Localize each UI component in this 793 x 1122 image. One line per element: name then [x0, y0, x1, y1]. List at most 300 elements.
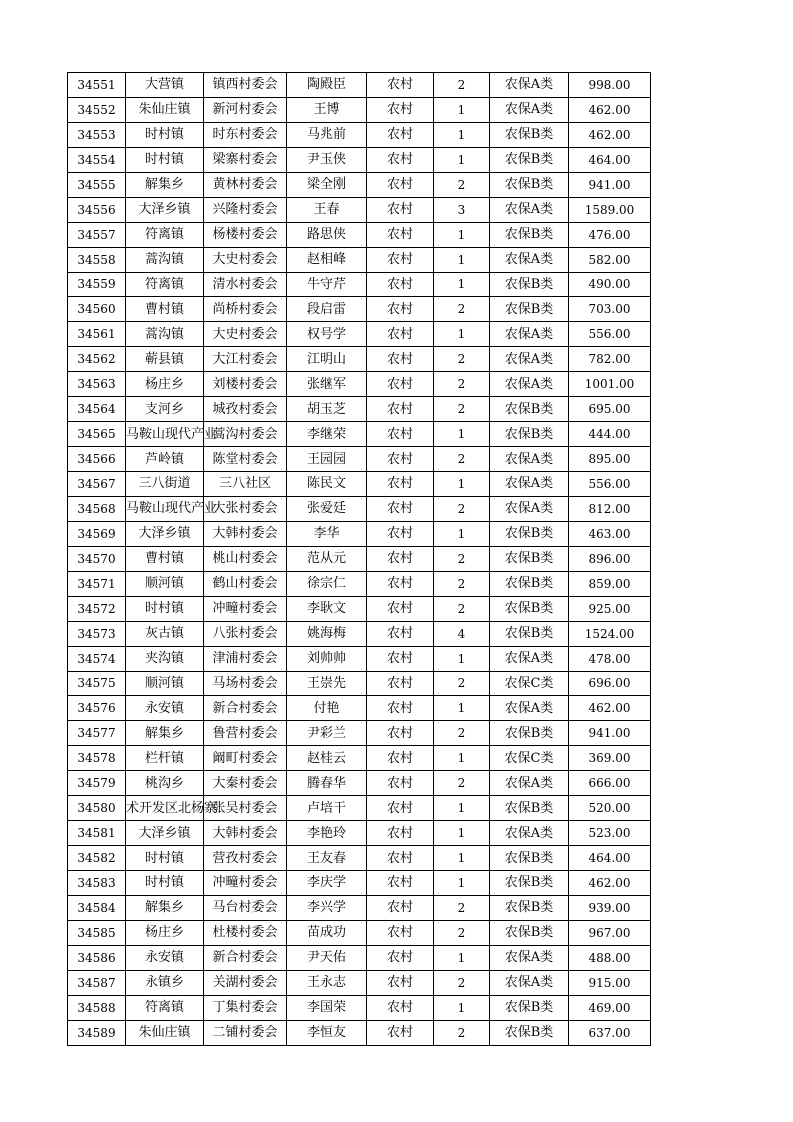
- table-row: [68, 721, 651, 746]
- person-count-cell: 2: [434, 73, 490, 98]
- person-count-cell: 1: [434, 122, 490, 147]
- town-cell: 永镇乡: [126, 970, 204, 995]
- person-count-cell: 1: [434, 871, 490, 896]
- person-count-cell: 2: [434, 297, 490, 322]
- person-count-cell: 1: [434, 796, 490, 821]
- insurance-category-cell: 农保B类: [490, 895, 569, 920]
- insurance-category-cell: 农保A类: [490, 771, 569, 796]
- person-count-cell: 1: [434, 97, 490, 122]
- table-row: [68, 771, 651, 796]
- table-row: [68, 920, 651, 945]
- village-cell: 马场村委会: [204, 671, 287, 696]
- amount-cell: 462.00: [569, 122, 651, 147]
- town-cell: 灰古镇: [126, 621, 204, 646]
- name-cell: 徐宗仁: [287, 571, 367, 596]
- household-type-cell: 农村: [367, 97, 434, 122]
- record-id-cell: 34572: [68, 596, 126, 621]
- record-id-cell: 34557: [68, 222, 126, 247]
- village-cell: 八张村委会: [204, 621, 287, 646]
- record-id-cell: 34565: [68, 422, 126, 447]
- table-row: [68, 671, 651, 696]
- town-cell: 支河乡: [126, 397, 204, 422]
- amount-cell: 1001.00: [569, 372, 651, 397]
- table-row: [68, 147, 651, 172]
- name-cell: 王园园: [287, 447, 367, 472]
- name-cell: 李庆学: [287, 871, 367, 896]
- person-count-cell: 1: [434, 846, 490, 871]
- household-type-cell: 农村: [367, 721, 434, 746]
- insurance-category-cell: 农保B类: [490, 596, 569, 621]
- name-cell: 陶殿臣: [287, 73, 367, 98]
- town-cell: 蒿沟镇: [126, 247, 204, 272]
- town-cell: 蒿沟镇: [126, 322, 204, 347]
- table-row: [68, 122, 651, 147]
- table-row: [68, 297, 651, 322]
- record-id-cell: 34563: [68, 372, 126, 397]
- person-count-cell: 1: [434, 821, 490, 846]
- name-cell: 王博: [287, 97, 367, 122]
- name-cell: 尹彩兰: [287, 721, 367, 746]
- name-cell: 李耿文: [287, 596, 367, 621]
- village-cell: 大史村委会: [204, 322, 287, 347]
- insurance-category-cell: 农保A类: [490, 821, 569, 846]
- person-count-cell: 1: [434, 322, 490, 347]
- amount-cell: 488.00: [569, 945, 651, 970]
- amount-cell: 464.00: [569, 147, 651, 172]
- person-count-cell: 2: [434, 496, 490, 521]
- amount-cell: 896.00: [569, 546, 651, 571]
- amount-cell: 490.00: [569, 272, 651, 297]
- household-type-cell: 农村: [367, 796, 434, 821]
- amount-cell: 695.00: [569, 397, 651, 422]
- household-type-cell: 农村: [367, 846, 434, 871]
- town-cell: 马鞍山现代产业: [126, 422, 204, 447]
- insurance-category-cell: 农保A类: [490, 372, 569, 397]
- household-type-cell: 农村: [367, 596, 434, 621]
- amount-cell: 895.00: [569, 447, 651, 472]
- table-row: [68, 871, 651, 896]
- amount-cell: 476.00: [569, 222, 651, 247]
- name-cell: 王春: [287, 197, 367, 222]
- village-cell: 蒿沟村委会: [204, 422, 287, 447]
- insurance-category-cell: 农保A类: [490, 447, 569, 472]
- record-id-cell: 34564: [68, 397, 126, 422]
- insurance-category-cell: 农保B类: [490, 995, 569, 1020]
- insurance-category-cell: 农保A类: [490, 73, 569, 98]
- table-row: [68, 172, 651, 197]
- household-type-cell: 农村: [367, 122, 434, 147]
- table-body: [68, 73, 651, 1046]
- name-cell: 马兆前: [287, 122, 367, 147]
- town-cell: 术开发区北杨寨: [126, 796, 204, 821]
- village-cell: 大韩村委会: [204, 521, 287, 546]
- table-row: [68, 746, 651, 771]
- person-count-cell: 1: [434, 521, 490, 546]
- town-cell: 大泽乡镇: [126, 197, 204, 222]
- name-cell: 路思侠: [287, 222, 367, 247]
- insurance-category-cell: 农保B类: [490, 147, 569, 172]
- record-id-cell: 34571: [68, 571, 126, 596]
- name-cell: 李继荣: [287, 422, 367, 447]
- village-cell: 新合村委会: [204, 945, 287, 970]
- amount-cell: 556.00: [569, 322, 651, 347]
- household-type-cell: 农村: [367, 147, 434, 172]
- person-count-cell: 2: [434, 172, 490, 197]
- town-cell: 芦岭镇: [126, 447, 204, 472]
- name-cell: 张继军: [287, 372, 367, 397]
- amount-cell: 478.00: [569, 646, 651, 671]
- household-type-cell: 农村: [367, 422, 434, 447]
- town-cell: 时村镇: [126, 871, 204, 896]
- village-cell: 大江村委会: [204, 347, 287, 372]
- town-cell: 时村镇: [126, 846, 204, 871]
- insurance-category-cell: 农保B类: [490, 571, 569, 596]
- table-row: [68, 895, 651, 920]
- household-type-cell: 农村: [367, 895, 434, 920]
- village-cell: 二铺村委会: [204, 1020, 287, 1045]
- beneficiary-table: [67, 72, 651, 1046]
- amount-cell: 941.00: [569, 721, 651, 746]
- person-count-cell: 2: [434, 571, 490, 596]
- amount-cell: 782.00: [569, 347, 651, 372]
- town-cell: 三八街道: [126, 472, 204, 497]
- village-cell: 杜楼村委会: [204, 920, 287, 945]
- amount-cell: 998.00: [569, 73, 651, 98]
- amount-cell: 637.00: [569, 1020, 651, 1045]
- village-cell: 关湖村委会: [204, 970, 287, 995]
- household-type-cell: 农村: [367, 546, 434, 571]
- town-cell: 符离镇: [126, 995, 204, 1020]
- village-cell: 新河村委会: [204, 97, 287, 122]
- person-count-cell: 2: [434, 771, 490, 796]
- record-id-cell: 34587: [68, 970, 126, 995]
- village-cell: 马台村委会: [204, 895, 287, 920]
- amount-cell: 469.00: [569, 995, 651, 1020]
- table-row: [68, 696, 651, 721]
- name-cell: 王永志: [287, 970, 367, 995]
- insurance-category-cell: 农保B类: [490, 122, 569, 147]
- village-cell: 三八社区: [204, 472, 287, 497]
- village-cell: 陈堂村委会: [204, 447, 287, 472]
- household-type-cell: 农村: [367, 521, 434, 546]
- insurance-category-cell: 农保B类: [490, 546, 569, 571]
- amount-cell: 462.00: [569, 696, 651, 721]
- name-cell: 李艳玲: [287, 821, 367, 846]
- village-cell: 冲疃村委会: [204, 596, 287, 621]
- name-cell: 卢培干: [287, 796, 367, 821]
- village-cell: 刘楼村委会: [204, 372, 287, 397]
- person-count-cell: 1: [434, 995, 490, 1020]
- town-cell: 永安镇: [126, 696, 204, 721]
- table-row: [68, 970, 651, 995]
- village-cell: 时东村委会: [204, 122, 287, 147]
- name-cell: 陈民文: [287, 472, 367, 497]
- village-cell: 杨楼村委会: [204, 222, 287, 247]
- person-count-cell: 4: [434, 621, 490, 646]
- town-cell: 时村镇: [126, 147, 204, 172]
- insurance-category-cell: 农保A类: [490, 646, 569, 671]
- name-cell: 梁全刚: [287, 172, 367, 197]
- town-cell: 顺河镇: [126, 671, 204, 696]
- table-row: [68, 272, 651, 297]
- household-type-cell: 农村: [367, 322, 434, 347]
- name-cell: 刘帅帅: [287, 646, 367, 671]
- insurance-category-cell: 农保B类: [490, 172, 569, 197]
- table-row: [68, 322, 651, 347]
- household-type-cell: 农村: [367, 247, 434, 272]
- village-cell: 梁寨村委会: [204, 147, 287, 172]
- town-cell: 杨庄乡: [126, 372, 204, 397]
- name-cell: 赵相峰: [287, 247, 367, 272]
- record-id-cell: 34570: [68, 546, 126, 571]
- household-type-cell: 农村: [367, 571, 434, 596]
- table-row: [68, 821, 651, 846]
- village-cell: 津浦村委会: [204, 646, 287, 671]
- village-cell: 黄林村委会: [204, 172, 287, 197]
- record-id-cell: 34558: [68, 247, 126, 272]
- person-count-cell: 2: [434, 895, 490, 920]
- amount-cell: 556.00: [569, 472, 651, 497]
- record-id-cell: 34582: [68, 846, 126, 871]
- person-count-cell: 2: [434, 372, 490, 397]
- household-type-cell: 农村: [367, 73, 434, 98]
- table-row: [68, 796, 651, 821]
- record-id-cell: 34584: [68, 895, 126, 920]
- insurance-category-cell: 农保B类: [490, 920, 569, 945]
- name-cell: 赵桂云: [287, 746, 367, 771]
- household-type-cell: 农村: [367, 995, 434, 1020]
- town-cell: 符离镇: [126, 272, 204, 297]
- table-row: [68, 397, 651, 422]
- table-row: [68, 995, 651, 1020]
- insurance-category-cell: 农保B类: [490, 846, 569, 871]
- household-type-cell: 农村: [367, 671, 434, 696]
- village-cell: 冲疃村委会: [204, 871, 287, 896]
- person-count-cell: 2: [434, 447, 490, 472]
- record-id-cell: 34556: [68, 197, 126, 222]
- household-type-cell: 农村: [367, 472, 434, 497]
- name-cell: 腾春华: [287, 771, 367, 796]
- person-count-cell: 1: [434, 422, 490, 447]
- name-cell: 苗成功: [287, 920, 367, 945]
- person-count-cell: 1: [434, 472, 490, 497]
- table-row: [68, 596, 651, 621]
- table-row: [68, 372, 651, 397]
- insurance-category-cell: 农保A类: [490, 945, 569, 970]
- household-type-cell: 农村: [367, 372, 434, 397]
- record-id-cell: 34589: [68, 1020, 126, 1045]
- town-cell: 时村镇: [126, 596, 204, 621]
- household-type-cell: 农村: [367, 272, 434, 297]
- person-count-cell: 1: [434, 272, 490, 297]
- town-cell: 朱仙庄镇: [126, 1020, 204, 1045]
- record-id-cell: 34574: [68, 646, 126, 671]
- village-cell: 大史村委会: [204, 247, 287, 272]
- household-type-cell: 农村: [367, 496, 434, 521]
- household-type-cell: 农村: [367, 871, 434, 896]
- person-count-cell: 2: [434, 347, 490, 372]
- town-cell: 桃沟乡: [126, 771, 204, 796]
- table-row: [68, 646, 651, 671]
- amount-cell: 925.00: [569, 596, 651, 621]
- record-id-cell: 34559: [68, 272, 126, 297]
- name-cell: 李国荣: [287, 995, 367, 1020]
- record-id-cell: 34577: [68, 721, 126, 746]
- town-cell: 大泽乡镇: [126, 521, 204, 546]
- person-count-cell: 1: [434, 696, 490, 721]
- amount-cell: 1589.00: [569, 197, 651, 222]
- table-row: [68, 347, 651, 372]
- town-cell: 马鞍山现代产业: [126, 496, 204, 521]
- insurance-category-cell: 农保B类: [490, 796, 569, 821]
- person-count-cell: 1: [434, 222, 490, 247]
- amount-cell: 703.00: [569, 297, 651, 322]
- household-type-cell: 农村: [367, 447, 434, 472]
- name-cell: 段启雷: [287, 297, 367, 322]
- name-cell: 李恒友: [287, 1020, 367, 1045]
- name-cell: 付艳: [287, 696, 367, 721]
- household-type-cell: 农村: [367, 746, 434, 771]
- record-id-cell: 34552: [68, 97, 126, 122]
- name-cell: 尹玉侠: [287, 147, 367, 172]
- insurance-category-cell: 农保B类: [490, 297, 569, 322]
- table-row: [68, 97, 651, 122]
- town-cell: 曹村镇: [126, 546, 204, 571]
- record-id-cell: 34573: [68, 621, 126, 646]
- table-row: [68, 846, 651, 871]
- record-id-cell: 34576: [68, 696, 126, 721]
- amount-cell: 462.00: [569, 97, 651, 122]
- insurance-category-cell: 农保B类: [490, 272, 569, 297]
- amount-cell: 1524.00: [569, 621, 651, 646]
- amount-cell: 582.00: [569, 247, 651, 272]
- village-cell: 鹤山村委会: [204, 571, 287, 596]
- table-row: [68, 447, 651, 472]
- insurance-category-cell: 农保A类: [490, 472, 569, 497]
- record-id-cell: 34585: [68, 920, 126, 945]
- amount-cell: 939.00: [569, 895, 651, 920]
- person-count-cell: 2: [434, 671, 490, 696]
- table-row: [68, 621, 651, 646]
- village-cell: 清水村委会: [204, 272, 287, 297]
- amount-cell: 369.00: [569, 746, 651, 771]
- amount-cell: 666.00: [569, 771, 651, 796]
- household-type-cell: 农村: [367, 172, 434, 197]
- village-cell: 张吴村委会: [204, 796, 287, 821]
- table-row: [68, 222, 651, 247]
- person-count-cell: 2: [434, 721, 490, 746]
- village-cell: 大秦村委会: [204, 771, 287, 796]
- insurance-category-cell: 农保A类: [490, 970, 569, 995]
- insurance-category-cell: 农保C类: [490, 746, 569, 771]
- table-row: [68, 496, 651, 521]
- record-id-cell: 34560: [68, 297, 126, 322]
- household-type-cell: 农村: [367, 197, 434, 222]
- town-cell: 顺河镇: [126, 571, 204, 596]
- insurance-category-cell: 农保B类: [490, 422, 569, 447]
- town-cell: 夹沟镇: [126, 646, 204, 671]
- household-type-cell: 农村: [367, 945, 434, 970]
- person-count-cell: 2: [434, 970, 490, 995]
- town-cell: 时村镇: [126, 122, 204, 147]
- amount-cell: 967.00: [569, 920, 651, 945]
- name-cell: 尹天佑: [287, 945, 367, 970]
- insurance-category-cell: 农保A类: [490, 247, 569, 272]
- record-id-cell: 34581: [68, 821, 126, 846]
- household-type-cell: 农村: [367, 621, 434, 646]
- table-row: [68, 197, 651, 222]
- name-cell: 牛守芹: [287, 272, 367, 297]
- town-cell: 杨庄乡: [126, 920, 204, 945]
- person-count-cell: 1: [434, 247, 490, 272]
- village-cell: 鲁营村委会: [204, 721, 287, 746]
- amount-cell: 464.00: [569, 846, 651, 871]
- table-row: [68, 73, 651, 98]
- amount-cell: 462.00: [569, 871, 651, 896]
- person-count-cell: 2: [434, 546, 490, 571]
- household-type-cell: 农村: [367, 646, 434, 671]
- person-count-cell: 1: [434, 646, 490, 671]
- record-id-cell: 34562: [68, 347, 126, 372]
- name-cell: 王崇先: [287, 671, 367, 696]
- name-cell: 王友春: [287, 846, 367, 871]
- insurance-category-cell: 农保B类: [490, 397, 569, 422]
- village-cell: 阚町村委会: [204, 746, 287, 771]
- household-type-cell: 农村: [367, 397, 434, 422]
- household-type-cell: 农村: [367, 920, 434, 945]
- person-count-cell: 2: [434, 596, 490, 621]
- village-cell: 大韩村委会: [204, 821, 287, 846]
- table-row: [68, 945, 651, 970]
- insurance-category-cell: 农保B类: [490, 1020, 569, 1045]
- name-cell: 范从元: [287, 546, 367, 571]
- insurance-category-cell: 农保B类: [490, 521, 569, 546]
- record-id-cell: 34580: [68, 796, 126, 821]
- record-id-cell: 34567: [68, 472, 126, 497]
- household-type-cell: 农村: [367, 696, 434, 721]
- insurance-category-cell: 农保C类: [490, 671, 569, 696]
- record-id-cell: 34583: [68, 871, 126, 896]
- household-type-cell: 农村: [367, 222, 434, 247]
- amount-cell: 859.00: [569, 571, 651, 596]
- name-cell: 姚海梅: [287, 621, 367, 646]
- amount-cell: 915.00: [569, 970, 651, 995]
- village-cell: 桃山村委会: [204, 546, 287, 571]
- table-row: [68, 521, 651, 546]
- table-row: [68, 1020, 651, 1045]
- name-cell: 张爱廷: [287, 496, 367, 521]
- name-cell: 胡玉芝: [287, 397, 367, 422]
- insurance-category-cell: 农保A类: [490, 322, 569, 347]
- name-cell: 江明山: [287, 347, 367, 372]
- record-id-cell: 34555: [68, 172, 126, 197]
- town-cell: 蕲县镇: [126, 347, 204, 372]
- person-count-cell: 2: [434, 920, 490, 945]
- record-id-cell: 34588: [68, 995, 126, 1020]
- record-id-cell: 34553: [68, 122, 126, 147]
- village-cell: 尚桥村委会: [204, 297, 287, 322]
- household-type-cell: 农村: [367, 821, 434, 846]
- village-cell: 城孜村委会: [204, 397, 287, 422]
- amount-cell: 812.00: [569, 496, 651, 521]
- person-count-cell: 1: [434, 147, 490, 172]
- record-id-cell: 34578: [68, 746, 126, 771]
- village-cell: 大张村委会: [204, 496, 287, 521]
- record-id-cell: 34566: [68, 447, 126, 472]
- insurance-category-cell: 农保A类: [490, 696, 569, 721]
- town-cell: 朱仙庄镇: [126, 97, 204, 122]
- household-type-cell: 农村: [367, 347, 434, 372]
